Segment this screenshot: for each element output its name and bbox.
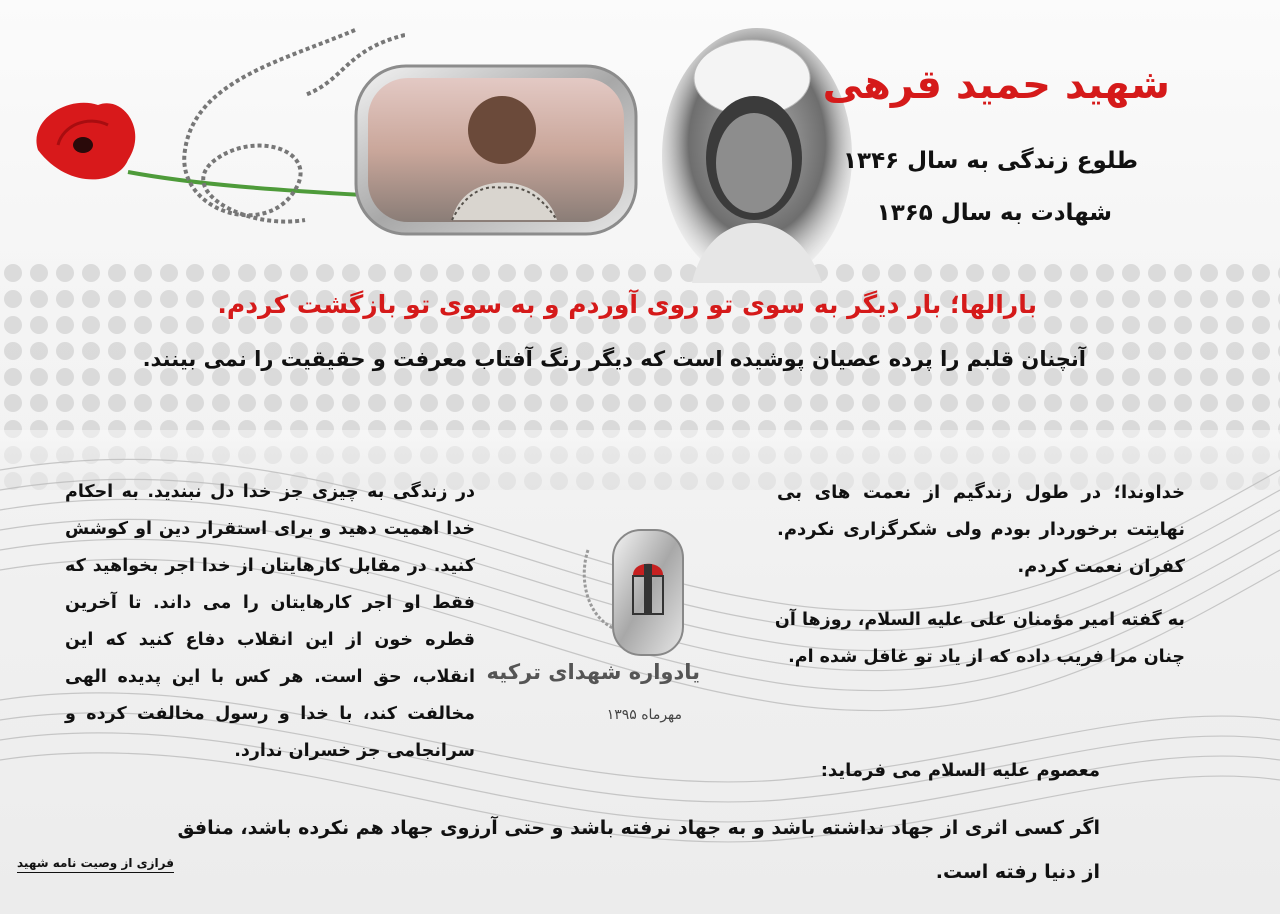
hadith-text: اگر کسی اثری از جهاد نداشته باشد و به جهاد نرفته باشد و حتی آرزوی جهاد هم نکرده باشد، منافق از دنیا رفته است. [177, 817, 1100, 883]
quote-headline: بارالها؛ بار دیگر به سوی تو روی آوردم و به سوی تو بازگشت کردم. [217, 290, 1037, 319]
hadith-intro: معصوم علیه السلام می فرماید: [820, 760, 1100, 781]
caption: فرازی از وصیت نامه شهید [17, 856, 174, 873]
dog-tag-logo-icon [578, 520, 693, 660]
birth-year-text: طلوع زندگی به سال ۱۳۴۶ [843, 148, 1138, 174]
will-excerpt-right-2: به گفته امیر مؤمنان علی علیه السلام، روزها آن چنان مرا فریب داده که از یاد تو غافل شده ام. [774, 610, 1185, 667]
quote-subline: آنچنان قلبم را پرده عصیان پوشیده است که دیگر رنگ آفتاب معرفت و حقیقیت را نمی بینند. [142, 347, 1086, 371]
martyrdom-year-text: شهادت به سال ۱۳۶۵ [876, 200, 1112, 226]
dog-tag-photo [352, 60, 640, 240]
memorial-date: مهرماه ۱۳۹۵ [606, 707, 682, 723]
will-excerpt-right-1: خداوندا؛ در طول زندگیم از نعمت های بی نهایتت برخوردار بودم ولی شکرگزاری نکردم. کفران نعمت کردم. [777, 482, 1185, 577]
page-title: شهید حمید قرهی [822, 62, 1170, 108]
memorial-logo-text: یادواره شهدای ترکیه [486, 660, 700, 684]
will-excerpt-left: در زندگی به چیزی جز خدا دل نبندید. به احکام خدا اهمیت دهید و برای استقرار دین او کوشش کنید. در مقابل کارهایتان از خدا اجر بخواهید که فقط او اجر کارهایتان را می داند. تا آخرین قطره خون از این انقلاب دفاع کنید که این انقلاب، حق است. هر کس با این پدیده الهی مخالفت کند، با خدا و رسول مخالفت کرده و سرانجامی جز خسران ندارد. [65, 482, 475, 761]
